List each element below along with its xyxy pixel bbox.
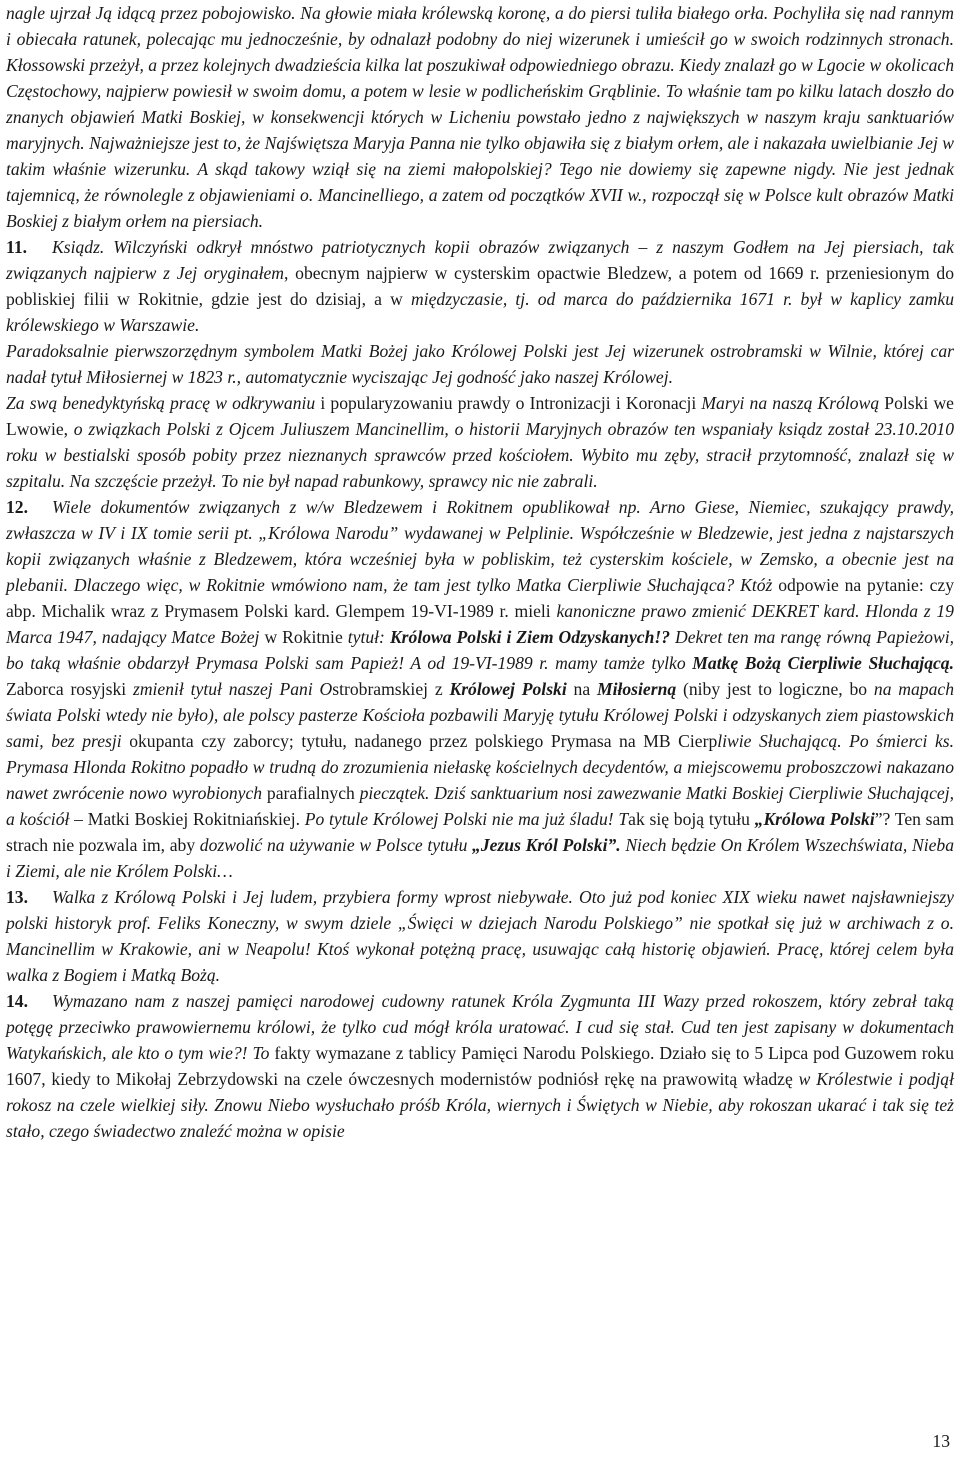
text-run: i popularyzowaniu prawdy o Intronizacji i Koronacji (320, 393, 702, 413)
paragraph (6, 884, 954, 988)
paragraph (6, 390, 954, 494)
text-run: Ksiądz. Wilczyński odkrył mnóstwo patriotycznych kopii obrazów związanych – z naszym Godłem na Jej piersiach, tak związanych najpierw z Jej oryginałem (6, 237, 954, 283)
text-run: strobramskiej z (332, 679, 450, 699)
section-number: 12. (6, 497, 28, 517)
section-number: 11. (6, 237, 28, 257)
text-run: Maryi na naszą Królową (701, 393, 885, 413)
text-run: Za swą benedyktyńską pracę w odkrywaniu (6, 393, 321, 413)
text-run: Matkę Bożą Cierpliwie Słuchającą. (692, 653, 954, 673)
paragraph (6, 234, 954, 338)
text-run: międzyczasie, tj. od marca do października 1671 r. był w kaplicy zamku królewskiego w Warszawie. (6, 289, 954, 335)
text-run: Dekret ten ma rangę równą Papieżowi, bo taką właśnie obdarzył Prymasa Polski sam Papież! A od 19-VI-1989 r. mamy tamże tylko (6, 627, 955, 673)
text-run: Miłosierną (596, 679, 677, 699)
text-run: tytuł: (347, 627, 390, 647)
text-run: Walka z Królową Polski i Jej ludem, przybiera formy wprost niebywałe. Oto już pod koniec XIX wieku nawet najsławniejszy polski historyk prof. Feliks Koneczny, w swym dziele „Święci w dziejach Narodu Polskiego” nie spotkał się już w archiwach z o. Mancinellim w Krakowie, ani w Neapolu! Ktoś wykonał potężną pracę, usuwając całą historię objawień. Pracę, której celem była walka z Bogiem i Matką Bożą. (6, 887, 954, 985)
text-run: kanoniczne prawo zmienić DEKRET kard. Hlonda z 19 Marca 1947, nadający Matce Bożej (6, 601, 954, 647)
text-run: Polski we Lwowie, (6, 393, 954, 439)
text-run: o historii Maryjnych obrazów ten wspaniały ksiądz został 23.10.2010 roku w bestialski sposób pobity przez nieznanych sprawców przed kościołem. Wybito mu zęby, stracił przytomność, znalazł się w szpitalu. Na szczęście przeżył. To nie był napad rabunkowy, sprawcy nic nie zabrali. (6, 419, 955, 491)
text-run: „Jezus Król Polski”. (472, 835, 621, 855)
text-run: (niby jest to logiczne, bo (676, 679, 874, 699)
text-run: dozwolić na używanie w Polsce tytułu (199, 835, 473, 855)
text-run: liwie Słuchającą. Po śmierci ks. Prymasa Hlonda Rokitno popadło w trudną do zrozumienia niełaskę kościelnych decydentów, a miejscowemu proboszczowi nakazano nawet zwrócenie nowo wyrobionych (6, 731, 954, 803)
text-run: o związkach Polski z Ojcem Juliuszem Mancinellim, (73, 419, 455, 439)
text-run: Zaborca rosyjski (6, 679, 133, 699)
body-text (6, 0, 954, 1144)
text-run: , rozpoczął się w Polsce kult obrazów Matki Boskiej z białym orłem na piersiach. (6, 185, 954, 231)
text-run: Matki Boskiej Rokitniańskiej. (87, 809, 305, 829)
text-run: okupanta czy zaborcy; tytułu, nadanego przez polskiego Prymasa na MB Cierp (129, 731, 718, 751)
text-run: Królowej Polski (449, 679, 567, 699)
text-run: Po tytule Królowej Polski nie ma już śladu! T (304, 809, 629, 829)
text-run: ak się boją tytułu (628, 809, 755, 829)
text-run: Wymazano nam z naszej pamięci narodowej cudowny ratunek Króla Zygmunta III Wazy przed rokoszem, który zebrał taką potęgę przeciwko prawowiernemu królowi, że tylko cud mógł króla uratować. I cud się stał. Cud ten jest zapisany w dokumentach Watykańskich, ale kto o tym wie?! To (6, 991, 954, 1063)
text-run: Wiele dokumentów związanych z w/w Bledzewem i Rokitnem opublikował np. Arno Giese, Niemiec, szukający prawdy, zwłaszcza w IV i IX tomie serii pt. „Królowa Narodu” wydawanej w Pelplinie. Współcześnie w Bledzewie, jest jedna z najstarszych kopii związanych właśnie z Bledzewem, która wcześniej była w pobliskim, też cysterskim kościele, w Zemsko, a obecnie jest na plebanii. Dlaczego więc, w Rokitnie wmówiono nam, że tam jest tylko Matka Cierpliwie Słuchająca? Któż (6, 497, 954, 595)
text-run: Paradoksalnie pierwszorzędnym symbolem Matki Bożej jako Królowej Polski jest Jej wizerunek ostrobramski w Wilnie, której car nadał tytuł Miłosiernej w 1823 r. (6, 341, 954, 387)
paragraph (6, 338, 954, 390)
page-number: 13 (932, 1431, 950, 1451)
text-run: Królowa Polski i Ziem Odzyskanych!? (389, 627, 670, 647)
text-run: Niech będzie On Królem Wszechświata, Nieba i Ziemi, ale nie Królem Polski… (6, 835, 955, 881)
text-run: nagle ujrzał Ją idącą przez pobojowisko. Na głowie miała królewską koronę, a do piersi tuliła białego orła. Pochyliła się nad rannym i obiecała ratunek, polecając mu jednocześnie, by odnalazł podobny do niej wizerunek i umieścił go w swoich rodzinnych stronach. Kłossowski przeżył, a przez kolejnych dwadzieścia kilka lat poszukiwał odpowiedniego obrazu. Kiedy znalazł go w Lgocie w okolicach Częstochowy, najpierw powiesił w swoim domu, a potem w lesie w podlicheńskim Grąblinie. To właśnie tam po kilku latach doszło do znanych objawień Matki Boskiej, w konsekwencji których w Licheniu powstało jedno z największych w naszym kraju sanktuariów maryjnych. Najważniejsze jest to, że Najświętsza Maryja Panna nie tylko objawiła się z białym orłem, ale i nakazała uwielbianie Jej w takim właśnie wizerunku. A skąd takowy wziął się na ziemi małopolskiej? Tego nie dowiemy się zapewne nigdy. Nie jest jednak tajemnicą, że równolegle z objawieniami o. Mancinelliego, a zatem od początków XVII w. (6, 3, 954, 205)
text-run: „Królowa Polski (754, 809, 875, 829)
text-run: zmienił tytuł naszej Pani O (132, 679, 333, 699)
text-run: na mapach świata Polski wtedy nie było), ale polscy pasterze Kościoła pozbawili Maryję tytułu Królowej Polski i odzyskanych ziem piastowskich sami, bez presji (6, 679, 954, 751)
paragraph (6, 494, 954, 884)
text-run: , automatycznie wyciszając Jej godność jako naszej Królowej. (236, 367, 674, 387)
paragraph (6, 0, 954, 234)
text-run: pieczątek. Dziś sanktuarium nosi zawezwanie Matki Boskiej Cierpliwie Słuchającej, a kościół – (6, 783, 955, 829)
text-run: na (566, 679, 597, 699)
text-run: w Rokitnie (264, 627, 348, 647)
text-run: ”? Ten sam strach nie pozwala im, aby (6, 809, 955, 855)
section-number: 13. (6, 887, 28, 907)
section-number: 14. (6, 991, 28, 1011)
text-run: , obecnym najpierw w cysterskim opactwie Bledzew, a potem od 1669 r. przeniesionym do pobliskiej filii w Rokitnie, gdzie jest do dzisiaj, a w (6, 263, 955, 309)
text-run: fakty wymazane z tablicy Pamięci Narodu Polskiego. Działo się to 5 Lipca pod Guzowem roku 1607, kiedy to Mikołaj Zebrzydowski na czele ówczesnych modernistów podniósł rękę na prawowitą władzę (6, 1043, 955, 1089)
paragraph (6, 988, 954, 1144)
text-run: odpowie na pytanie: czy abp. Michalik wraz z Prymasem Polski kard. Glempem 19-VI-1989 r. mieli (6, 575, 954, 621)
text-run: w Królestwie i podjął rokosz na czele wielkiej siły. Znowu Niebo wysłuchało próśb Króla, wiernych i Świętych w Niebie, aby rokoszan ukarać i tak się też stało, czego świadectwo znaleźć można w opisie (6, 1069, 954, 1141)
text-run: parafialnych (266, 783, 360, 803)
